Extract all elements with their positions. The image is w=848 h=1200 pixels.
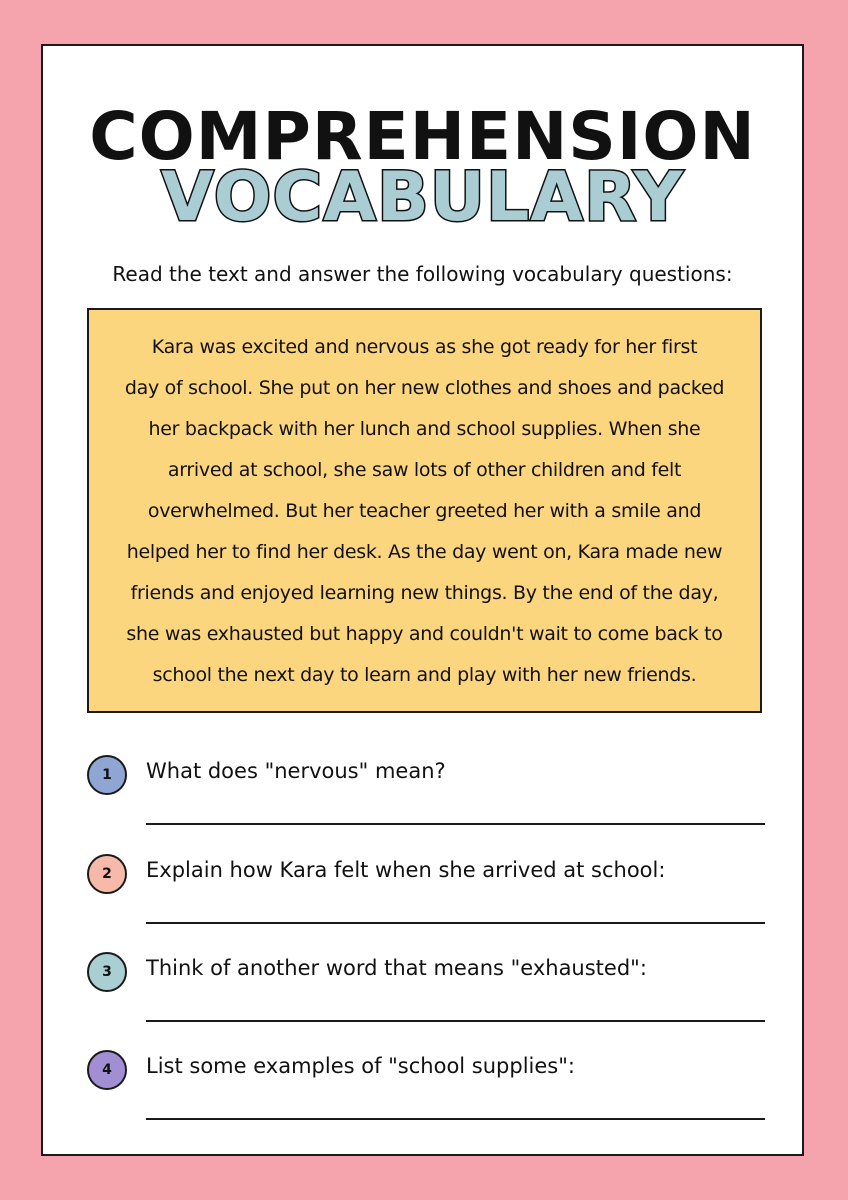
question-text: List some examples of "school supplies": [146, 1054, 575, 1078]
worksheet-subtitle: VOCABULARY [161, 158, 684, 237]
instructions-text: Read the text and answer the following vocabulary questions: [112, 262, 733, 286]
passage-line: she was exhausted but happy and couldn't wait to come back to [126, 623, 723, 645]
reading-passage-box [87, 308, 762, 713]
passage-line: school the next day to learn and play with her new friends. [152, 664, 697, 686]
question-text: Think of another word that means "exhausted": [146, 956, 647, 980]
answer-line[interactable] [146, 922, 765, 924]
question-3 [87, 948, 767, 1028]
question-4 [87, 1046, 767, 1126]
passage-line: helped her to find her desk. As the day went on, Kara made new [126, 541, 723, 563]
passage-line: friends and enjoyed learning new things. By the end of the day, [130, 582, 719, 604]
question-number-badge: 1 [87, 755, 127, 795]
passage-line: her backpack with her lunch and school supplies. When she [148, 418, 701, 440]
question-number-badge: 3 [87, 952, 127, 992]
reading-passage [101, 327, 748, 696]
question-number-badge: 2 [87, 854, 127, 894]
worksheet-page [41, 44, 804, 1156]
question-number-badge: 4 [87, 1050, 127, 1090]
answer-line[interactable] [146, 823, 765, 825]
question-1 [87, 751, 767, 831]
passage-line: arrived at school, she saw lots of other children and felt [167, 459, 682, 481]
worksheet-title: COMPREHENSION [89, 98, 756, 175]
question-text: Explain how Kara felt when she arrived at school: [146, 858, 666, 882]
answer-line[interactable] [146, 1118, 765, 1120]
passage-line: Kara was excited and nervous as she got ready for her first [151, 336, 698, 358]
question-2 [87, 850, 767, 930]
answer-line[interactable] [146, 1020, 765, 1022]
passage-line: day of school. She put on her new clothes and shoes and packed [124, 377, 725, 399]
passage-line: overwhelmed. But her teacher greeted her with a smile and [147, 500, 702, 522]
question-text: What does "nervous" mean? [146, 759, 446, 783]
